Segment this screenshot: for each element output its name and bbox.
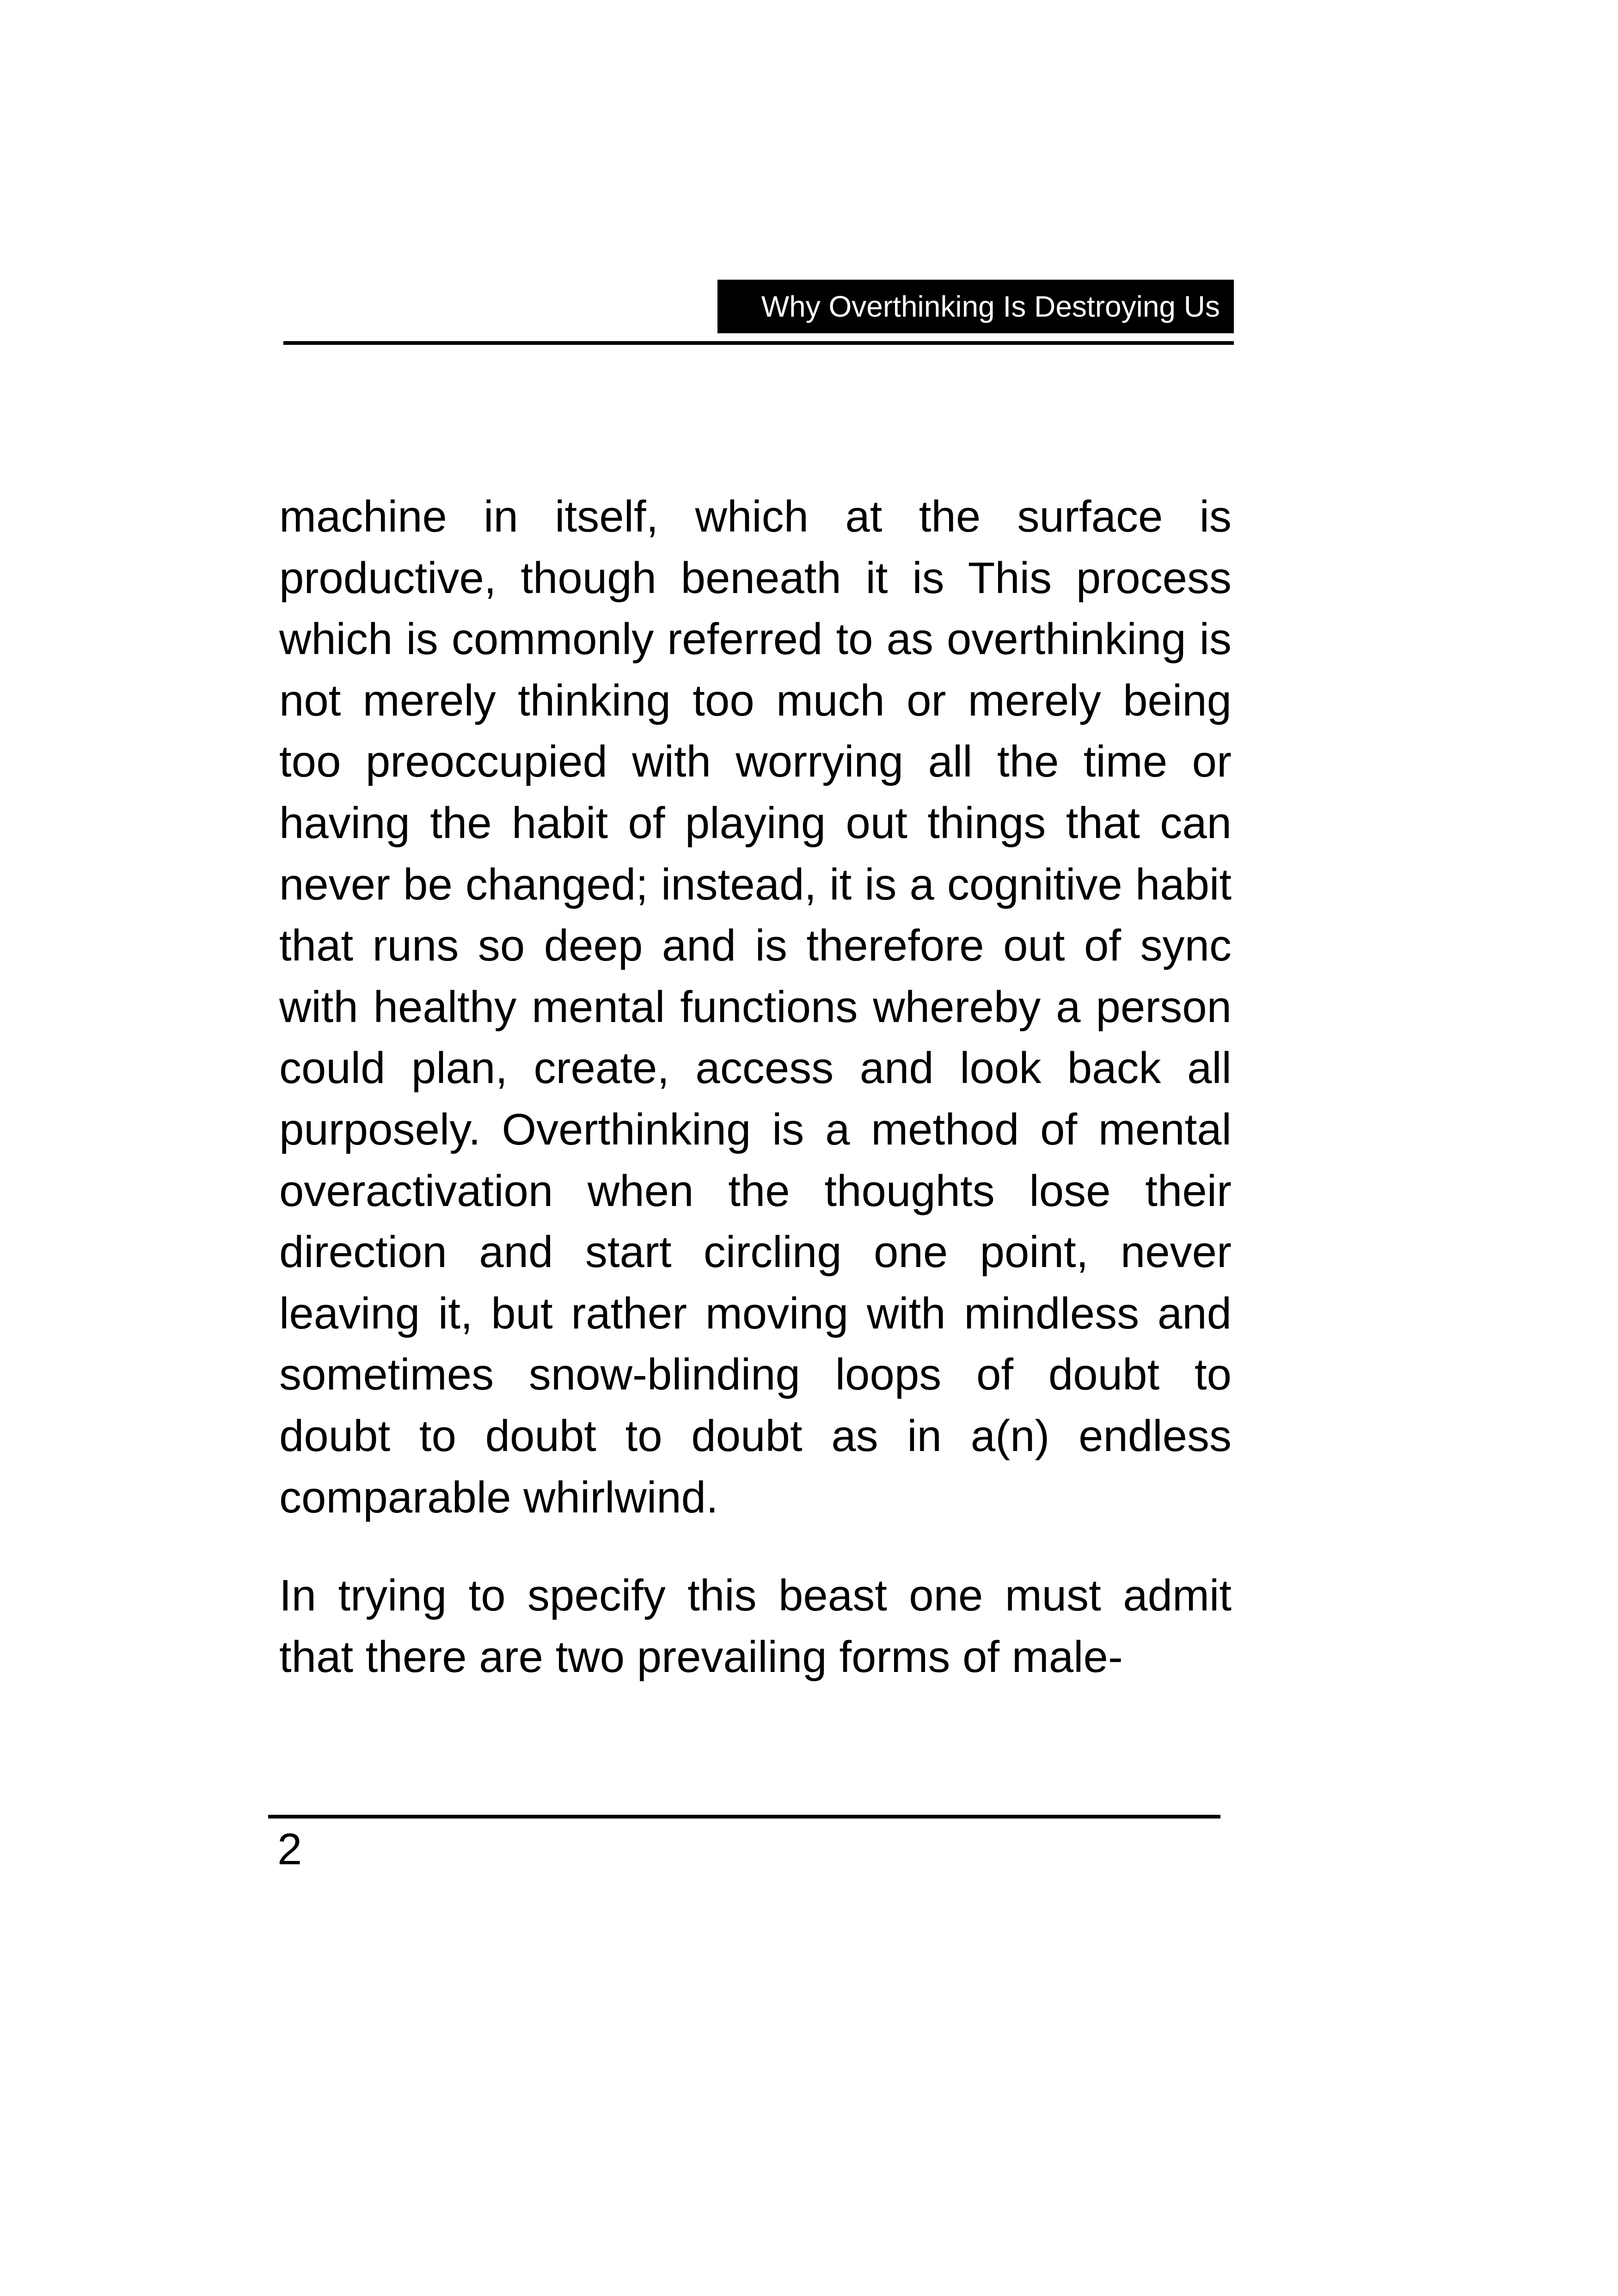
paragraph: machine in itself, which at the surface is productive, though beneath it is This process which is commonly referred to as overthinking is not merely thinking too much or merely being too preoccupied with worrying all the time or having the habit of playing out things that can never be changed; instead, it is a cognitive habit that runs so deep and is therefore out of sync with healthy mental functions whereby a person could plan, create, access and look back all purposely. Overthinking is a method of mental overactivation when the thoughts lose their direction and start circling one point, never leaving it, but rather moving with mindless and sometimes snow-blinding loops of doubt to doubt to doubt to doubt as in a(n) endless comparable whirlwind. bbox=[279, 492, 1232, 1522]
header-rule bbox=[283, 341, 1234, 345]
body-text bbox=[279, 486, 1232, 1688]
page-number: 2 bbox=[277, 1825, 302, 1874]
running-header-title: Why Overthinking Is Destroying Us bbox=[717, 280, 1234, 333]
footer-rule bbox=[268, 1815, 1220, 1818]
paragraph: In trying to specify this beast one must admit that there are two prevailing forms of male- bbox=[279, 1571, 1232, 1682]
